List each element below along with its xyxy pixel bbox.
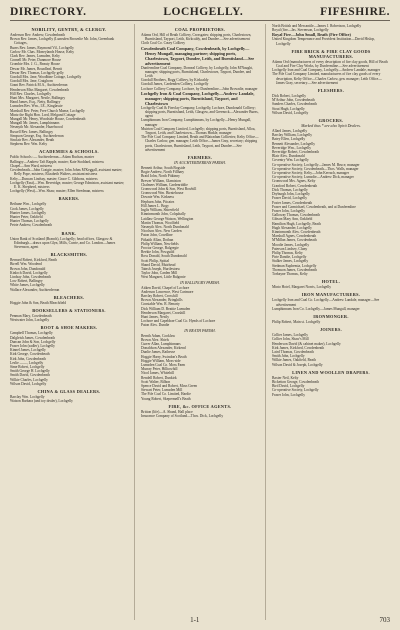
directory-entry: Fraser John (sadler), Lochgelly — [10, 343, 55, 348]
directory-entry: Lumphinnans Iron Company, Lumphinnans, by Lochgelly—Henry Mungall, manager — [141, 118, 252, 127]
directory-entry: Kinninmonth John, Colquhally — [141, 212, 186, 217]
directory-entry: Paton John, Cowdline — [141, 233, 173, 238]
directory-entry: Cromwood Wm. Birniehouse — [141, 191, 184, 196]
directory-entry: Birrell Wm. Woodend — [10, 262, 42, 267]
directory-entry: Braid John, North Pitkinny — [141, 174, 180, 179]
directory-entry: Young Robert, Skepermell's Beath — [141, 396, 191, 401]
footer-page-number: 703 — [379, 616, 390, 624]
directory-entry: Donaldson Alexander, Kirkend — [141, 346, 186, 351]
directory-entry: Lumphinnans Iron Co. Lochgelly—James Mungall, manager — [272, 306, 360, 311]
column-3 — [265, 24, 390, 620]
directory-entry: Hoggie William, Moss-side — [141, 358, 181, 363]
directory-entry: Kirk George, Cowdenbeath — [10, 352, 50, 357]
directory-entry: United Kingdom Temperance and Provident Institution—David Hislop, Lochgelly — [272, 37, 375, 46]
directory-entry: Brown Alex. Shiels — [141, 337, 170, 342]
directory-entry: Hunter Thomas, Lochgelly — [10, 219, 49, 224]
directory-entry: Co-operative Society, Kelty—John Kerrach, manager — [272, 171, 350, 176]
section-heading: BAKERS. — [58, 196, 80, 202]
directory-entry: Crombie Mrs. J. G., Beauty House — [10, 62, 60, 67]
directory-entry: Lochore Colliery Company, Lochore, by Dunfermline—John Brownlie, manager — [141, 86, 258, 91]
directory-entry: Downie Wm. Kirkness — [141, 195, 174, 200]
section-heading: ACADEMIES & SCHOOLS. — [39, 149, 99, 155]
directory-entry: Ross Donald, South Dundonald — [141, 254, 187, 259]
directory-entry: Beveridge Wm., Lochgelly — [272, 145, 312, 150]
directory-entry: Lochgelly Iron and Coal Company, Lochgelly—Andrew Landale, manager — [272, 68, 381, 73]
directory-entry: Barclay Wm. Lochgelly — [10, 395, 45, 400]
section-heading: BLEACHERS. — [53, 294, 85, 300]
directory-entry: Scott Philip, Spittal — [141, 258, 170, 263]
section-subheading: IN BALLINGRY PARISH. — [180, 280, 220, 285]
directory-entry: Carlow Mr. Chas. Moneylands House, Kelty — [10, 49, 75, 54]
directory-entry: Goodall Mrs. Jane, Craighorn — [10, 79, 53, 84]
directory-entry: Stephens Rev. Wm. Kelty — [10, 142, 48, 147]
directory-entry: Bernard Robert, Kirkford, Beath — [10, 258, 57, 263]
directory-entry: Chapel—Ann Ward, mistress — [10, 163, 53, 168]
directory-entry: Collier James, Lochgelly — [272, 333, 309, 338]
directory-entry: Clark Rev. James, Lumsden, Kelty — [10, 54, 60, 59]
section-heading: IRONMONGER. — [313, 313, 349, 319]
directory-entry: Petrie Andrew, Cowdenbeath — [10, 223, 52, 228]
directory-entry: Cook James, Lochgelly — [10, 206, 44, 211]
directory-entry: Adams Ord, Hill of Beath Colliery, Crossgates; shipping ports, Charlestown, Burntisland, Tayport, Leith, Kirkcaldy, and Dundee.—See advertisement — [141, 33, 252, 42]
directory-entry: Dryburgh John, Lochgelly — [272, 192, 310, 197]
directory-entry: Foster James, Cowdenbeath — [272, 200, 313, 205]
directory-entry: Brewer William, Glamiston — [141, 178, 181, 183]
directory-entry: Lumsden Coal Co. Moss Farm — [141, 363, 186, 367]
directory-entry: Dunfermline Coal Company, Dorneal Colliery, by Lochgelly, John M'Naught, manager; shipping ports, Burntisland, Charlestown, Tayport, Dundee, and Leith — [141, 65, 253, 79]
directory-entry: Bicketton George, Cowdenbeath — [272, 380, 319, 384]
directory-entry: Kirk John, Cowdenbeath — [10, 356, 46, 361]
directory-entry: Adams Ord (manufacturers of every description of fire clay goods, Hill of Beath Coal and Fire Clay Works, by Dunfermline.—See advertisement — [272, 59, 388, 69]
directory-entry: Nicol James, Whitehill — [141, 371, 174, 376]
directory-entry: Kinloch David, Lochgelly — [10, 270, 48, 275]
directory-entry: Co-operative Society, Lumsdie—Andrew Dick, manager — [272, 175, 354, 180]
directory-entry: Campbell Thomas, Lochgelly — [10, 331, 53, 336]
directory-entry: Ballingry—Andrew Taft Rapple, master; Kate Stoddard, mistress — [10, 159, 104, 164]
directory-entry: Pitkaith Allan, Dothan — [141, 237, 174, 242]
directory-entry: Allard James, Lochgelly — [272, 129, 308, 134]
directory-entry: Penman Mary, Cowdenbeath — [10, 313, 52, 318]
directory-entry: Dalgleish James, Cowdenbeath — [10, 335, 56, 340]
directory-entry: Nasmyth Alex. North Dundonald — [141, 224, 189, 229]
directory-entry: Hunt James, Nestly — [141, 314, 170, 319]
directory-entry: Cranford Robert, Cowdenbeath — [272, 183, 318, 188]
directory-entry: Bird David, Lochgelly — [272, 384, 305, 389]
directory-entry: Stewart Peter, Lumsden Mill — [141, 388, 183, 393]
directory-entry: Hill Rev. Charles, Lochgelly — [10, 91, 52, 96]
section-heading: BOOT & SHOE MAKERS. — [40, 325, 98, 331]
directory-entry: Russell Rev. James, Ballingry — [10, 129, 53, 134]
directory-entry: Smith David, Cowdenbeath — [10, 373, 50, 378]
directory-entry: Batey Ellen, Lochgelly — [272, 137, 306, 142]
directory-entry: Philip Robert, Main st. Lochgelly — [272, 319, 321, 324]
directory-entry: Cromwood John & Son, West Bowhill — [141, 187, 197, 192]
directory-entry: Sime Robert, Lochgelly — [10, 365, 45, 369]
directory-entry: Hill James L. Bogy — [141, 203, 169, 208]
directory-entry: Nicolson Alex. New Carden — [141, 229, 182, 234]
directory-entry: Grant Rev. Patrick M.A., Auchterderran — [10, 83, 68, 88]
directory-entry: Co-operative Society, Lochgelly—James M. Bruce, manager — [272, 162, 360, 167]
directory-entry: Goodall James, Cardenden Colliery, Lochgelly — [141, 82, 209, 87]
directory-entry: Hunter Peter, Oakfield — [10, 214, 43, 219]
directory-entry: Paton Alex. Dundie — [141, 323, 170, 328]
directory-entry: Nesmyth Mr. Alexander, Hazelwood — [10, 125, 63, 130]
directory-entry: Union Bank of Scotland (Branch), Lochgelly; head offices, Glasgow & Edinburgh—draws upon Glyn, Mills, Currie, and Co. London—James Stevenson, agent — [10, 236, 116, 249]
directory-entry: Lochgelly (West)—Wm. Shaw, master; Ellen Steedman, mistress — [10, 189, 104, 194]
directory-entry: Bogie Andrew, North Fillhary — [141, 170, 185, 175]
directory-entry: Wilson David, Lochgelly — [272, 110, 309, 115]
directory-entry: White James, Lochgelly — [10, 283, 45, 288]
section-heading: CHINA & GLASS DEALERS. — [37, 389, 101, 395]
directory-entry: Goodall Mrs. Jane, Woodbine Cottage, Lochgelly — [10, 75, 82, 80]
columns — [10, 24, 390, 620]
section-heading: FLESHERS. — [317, 88, 345, 94]
directory-entry: Dick William D. Beattie Lumsden — [141, 306, 191, 311]
directory-entry: West Margaret, Little Balgonie — [141, 275, 186, 280]
directory-entry: Kinninmonth Alex. Cowdenbeath — [272, 229, 321, 234]
directory-entry: Shand David, Muirhead — [141, 262, 176, 267]
section-heading: FIRE BRICK & FIRE CLAY GOODS MANUFACTURERS. — [291, 48, 371, 59]
directory-entry: Kinnel James, Lochgelly — [10, 348, 46, 353]
directory-entry: Royal Fire—John Small, Beath (Fire Office) — [272, 32, 351, 38]
directory-entry: Dick Thomas, Lochgelly — [272, 187, 308, 192]
directory-entry: Barclay William, Lochgelly — [272, 133, 313, 138]
directory-entry: Mungall Mr. James, Lumphinnans — [10, 121, 60, 126]
directory-entry: Stedman Euphemia, Lochgelly — [272, 263, 317, 268]
column-1 — [10, 24, 128, 620]
directory-entry: Simpson George, Esq. Auchterderran — [10, 133, 64, 138]
directory-entry: Leslie ——, Lochgelly — [10, 360, 44, 365]
directory-entry: Reekie John, Powguild — [141, 250, 175, 255]
directory-entry: Bethune Wm., Lochgelly — [10, 202, 47, 207]
directory-entry: Chalmers William, Cardenriddie — [141, 182, 188, 187]
directory-entry: Lochgelly Coal & Fireclay Company, Lochgelly, Lochore, Dundonald Colliery; shipping ports, Burntisland, Leith, Glasgow, and Greenock—Alexander Burns, agent — [141, 105, 259, 119]
directory-entry: The Fife Coal Company Limited, Beath and Blairadam Collieries; Kelty Office—Charles Carlow, gen. manager; Leith Office—James Gray, secretary; shipping ports, Charlestown, Burntisland, Leith, Tayport, and Dundee.—See advertisement — [141, 135, 259, 152]
directory-entry: Blair Alex. Dundonald — [272, 154, 305, 159]
directory-entry: Taylor John, Carden Mill — [141, 271, 178, 276]
directory-entry: Dewar Mr. James, Broadleaf, Benrit — [10, 66, 62, 71]
section-heading: COAL PROPRIETORS. — [174, 27, 226, 32]
directory-entry: Philip Thomas, Kelty — [272, 250, 303, 255]
section-heading: NOBILITY, GENTRY, & CLERGY. — [31, 27, 107, 32]
section-subheading: IN BEATH PARISH. — [184, 328, 216, 333]
section-heading: LINEN AND WOOLLEN DRAPERS. — [292, 369, 370, 375]
directory-entry: Stalker James, Lochgelly — [272, 259, 309, 264]
directory-entry: Connell Mr. Peter, Dunmore House — [10, 58, 61, 63]
directory-entry: Marshall Agnes, Cowdenbeath — [272, 234, 317, 239]
directory-entry: Britton (life)—A. Shand, Hall place — [141, 409, 193, 414]
directory-entry: Wallace Alexander, Auchterderran — [10, 287, 60, 292]
directory-entry: Smith John, Lochgelly — [272, 354, 305, 359]
directory-entry: Westwater John, Lochgelly — [10, 318, 50, 323]
directory-entry: Anderson Rev. Andrew, Cowdenbeath — [10, 33, 65, 37]
directory-entry: Muirton Coal Company Limited, Lochgelly; shipping ports, Burntisland, Alloa, Tayport, Leith, and Charlestown—Thomas Hinkle, manager — [141, 126, 256, 136]
directory-entry: Philip William, Newfields — [141, 241, 179, 246]
directory-entry: Kelty—Duncan Lindsay, master; Grace C. Gibbons, mistress — [10, 176, 98, 181]
directory-entry: M'Arthur John, Cowdenbeath — [272, 98, 315, 103]
directory-entry: Pirie Dandie, Lochgelly — [272, 255, 307, 260]
directory-entry: Co-operative Society, Cowdenbeath—Thos. Walls, manager — [272, 166, 359, 171]
directory-entry: Brown Alexander, Bringhills — [141, 298, 183, 303]
directory-entry: Burns Rev. James, Raymond Vil., Lochgelly — [10, 45, 74, 50]
directory-entry: Hoggie John & Son, Beath Bleachfield — [10, 300, 67, 305]
directory-entry: Anderson Lawrence, West Cartmore — [141, 289, 194, 294]
directory-entry: Dick Robert, Lochgelly — [272, 94, 307, 99]
page-footer — [10, 616, 390, 624]
directory-entry: Smith George H. Lochgelly — [10, 369, 50, 374]
directory-entry: Cloth Coal Co. Casey Colliery — [141, 41, 186, 46]
directory-entry: Proctor George, Balgregie — [141, 245, 179, 250]
directory-entry: Dunlie James, Rathesse — [141, 350, 176, 355]
directory-entry: Hunter James, Lochgelly — [10, 210, 47, 215]
section-subheading: Marked thus * are also Spirit Dealers. — [301, 124, 361, 129]
directory-entry: Lumsden Rev. Wm., I.E., Kinglassie — [10, 104, 63, 109]
directory-entry: Bennett Arthur, South Bogside — [141, 166, 186, 171]
directory-entry: Sanders Charles, Cowdenbeath — [272, 102, 317, 107]
footer-center: 1-1 — [190, 616, 200, 624]
directory-entry: Barclay Robert, Crosshill — [141, 293, 178, 298]
directory-entry: Wilson David, Lochgelly — [10, 381, 47, 386]
header-center: LOCHGELLY. — [163, 6, 244, 18]
directory-entry: Fraser John, Lochgelly — [272, 392, 306, 397]
directory-entry: Watson Barbara (and toy dealer), Lochgelly — [10, 399, 73, 404]
page-header — [10, 6, 390, 21]
directory-entry: Dewar Rev. Thomas, Lochgelly gelly — [10, 70, 64, 75]
directory-entry: Stout Hugh, Lochgelly — [272, 106, 305, 111]
directory-entry: Spence David and Robert, Moss Green — [141, 384, 198, 389]
directory-entry: Sinclair Rev. Alexander, Beath — [10, 138, 55, 143]
section-heading: BLACKSMITHS. — [50, 252, 88, 258]
directory-entry: Torbayne Thomas, Kelty — [272, 271, 308, 276]
directory-entry: Aitken David, Chapel of Lochore — [141, 285, 190, 290]
directory-entry: Brown Rev. James, Lochgelly (Lumsden Brownlie Mr. John, Greenbank Cottages, — [10, 37, 115, 46]
directory-entry: Fraser David, Lochgelly — [272, 196, 308, 201]
directory-entry: Inglis William, Shirerfield — [141, 208, 179, 213]
section-heading: GROCERS. — [318, 118, 344, 124]
directory-entry: Henderson Margaret, Crosshill — [141, 310, 186, 315]
directory-entry: Hepburn John, Pitcairn — [141, 199, 175, 204]
directory-entry: Gibson Mary Ann, Oakfield — [272, 217, 313, 222]
directory-entry: Insurance Company of Scotland—Thos. Dick, Lochgelly — [141, 414, 224, 419]
section-heading: IRON MANUFACTURERS. — [301, 292, 361, 298]
directory-entry: Low Robert, Ballingry — [10, 279, 43, 284]
directory-entry: Fraser and Carmichael, Cowdenbeath, and at Dunfermline — [272, 204, 356, 209]
directory-entry: Coventry Wm. Lochgelly — [272, 158, 309, 163]
directory-entry: Kirk James, Kirkford, Cowdenbeath — [272, 345, 325, 350]
directory-entry: The Fife Coal Co. Limited, Hardie — [141, 392, 191, 397]
directory-entry: Mintz the Right Hon. Lord, Melgund Cottage — [10, 112, 76, 117]
directory-entry: Wilson David & Joseph, Lochgelly — [272, 362, 323, 367]
header-right: FIFESHIRE. — [320, 6, 390, 18]
directory-entry: Currer Allan, Lumphinnans — [141, 341, 181, 346]
directory-entry: Cromwood Mrs. Agnes, Kelty — [272, 179, 316, 184]
section-heading: FARMERS. — [187, 155, 213, 161]
column-2 — [134, 24, 259, 620]
directory-entry: Paterson Lindsey, Cluny — [272, 246, 308, 251]
directory-entry: Rendell Robert, Dunkirk — [141, 375, 177, 380]
section-subheading: IN AUCHTERDERRAN PARISH. — [174, 161, 226, 166]
directory-entry: Hoggie Harry, Swindon's Beath — [141, 354, 187, 359]
directory-entry: Wilkie James, Oakfield, Beath — [272, 358, 316, 363]
directory-entry: Galloway Thomas, Cowdenbeath — [272, 213, 320, 218]
directory-entry: Constable Wm. R. Benarty — [141, 302, 180, 307]
directory-entry: Lochgelly (East)—Wm. Beveridge, master; George Edmiston, assistant master; E. K. Shepherd, mistress — [10, 180, 125, 189]
directory-entry: Bennett Alexander, Lochgelly — [272, 141, 316, 146]
directory-entry: Henderson Miss Margaret, Cowdenbeath — [10, 87, 70, 92]
directory-entry: Tainsh Joseph, Hurtlestraw — [141, 266, 180, 271]
directory-entry: Thomson James, Cowdenbeath — [272, 267, 317, 272]
directory-entry: Public Schools :— Auchterderran—Adam Buchan, master — [10, 155, 95, 160]
directory-entry: Lochgelly Iron and Coal Co. Lochgelly—Andrew Landale, manager—See advertisement — [272, 298, 380, 307]
directory-entry: Scott Walter, Bilbon — [141, 379, 171, 384]
directory-entry: Laidlaw George Watson, Wellington — [141, 216, 194, 221]
section-heading: JOINERS. — [319, 327, 343, 333]
directory-entry: Hand James, Esq., Netty, Ballingry — [10, 100, 61, 105]
section-heading: BANK. — [61, 230, 77, 236]
directory-entry: Henderson David (& cabinet maker), Lochgelly — [272, 341, 341, 346]
directory-entry: The Fife Coal Company Limited, manufacturers of fire clay goods of every description, Kelty Office—Charles Carlow, gen. manager; Leith Office—James Gray, secretary.—See advertisement — [272, 72, 382, 85]
directory-entry: Martin Thomas, Woolfield — [141, 220, 180, 225]
directory-entry: Baxter Neil, Kelty — [272, 375, 299, 380]
directory-entry: Beveridge Robert, Cowdenbeath — [272, 150, 320, 155]
directory-entry: Hamilton Hugh, Lochgelly, Beath — [272, 221, 321, 226]
directory-entry: Lochgelly Iron & Coal Company, Lochgelly—Andrew Landale, manager; shipping ports, Burntisland, Tayport, and Charlestown — [141, 90, 255, 106]
directory-entry: Hugh Alexander, Lochgelly — [272, 225, 312, 230]
directory-entry: Marshall Rev. Peter, Free Church Manse, Lochgelly — [10, 108, 85, 113]
directory-entry: Wilkie Charles, Lochgelly — [10, 377, 48, 382]
directory-entry: North British and Mercantile—James J. Robertson, Lochgelly — [272, 24, 362, 28]
directory-entry: Co-operative Society, Lochgelly — [272, 388, 319, 393]
header-left: DIRECTORY. — [10, 6, 87, 18]
directory-entry: Cowdenbeath Coal Company, Cowdenbeath, by Lochgelly—Henry Mungall, managing partner; shipping ports, Charlestown, Tayport, Dundee, Leith, and Burntisland.—See advertisement — [141, 45, 255, 66]
directory-entry: Moodie James, Lochgelly — [272, 242, 310, 247]
directory-entry: Fraser John, Lochgelly — [272, 208, 306, 213]
directory-entry: M'Millan James, Cowdenbeath — [272, 238, 317, 243]
directory-entry: Goodall Brothers, Bogg Colliery, by Kirkcaldy — [141, 78, 209, 83]
directory-entry: Hunt Mrs. Margaret, Nestle, Ballingry — [10, 96, 66, 101]
directory-entry: Laird Thomas, Cowdenbeath — [272, 349, 314, 354]
section-heading: FIRE, &c. OFFICE AGENTS. — [168, 403, 232, 409]
directory-entry: Bernth Adam, Cooklaw — [141, 333, 176, 338]
directory-entry: Royal (fire—Jas. Stevenson, Lochgelly — [272, 28, 329, 33]
section-heading: BOOKSELLERS & STATIONERS. — [32, 307, 106, 313]
directory-entry: Lochore and Capeldrae Coal Co. Hynds of Lochore — [141, 319, 216, 324]
directory-entry: Lindsay John, Cowdenbeath — [10, 274, 51, 279]
directory-entry: Murray Peter, Hilltowhill — [141, 367, 178, 372]
directory-entry: Mungall Mr. Henry, Woodside House, Cowdenbeath — [10, 117, 86, 122]
directory-entry: Cowdenbeath—John Craigie, master; John Johns M'Keggall, assistant master; Relly Pope, mistress; Elizabeth Walters, assistant mistress — [10, 168, 123, 177]
directory-entry: Collier John, Shaw's Mill — [272, 337, 309, 342]
directory-entry: Minto Hotel, Margaret Norris, Lochgelly — [272, 285, 332, 290]
directory-entry: Brown John, Dundonald — [10, 266, 46, 271]
directory-entry: Duncan John & Son, Lochgelly — [10, 339, 56, 344]
section-heading: HOTEL. — [321, 279, 341, 285]
